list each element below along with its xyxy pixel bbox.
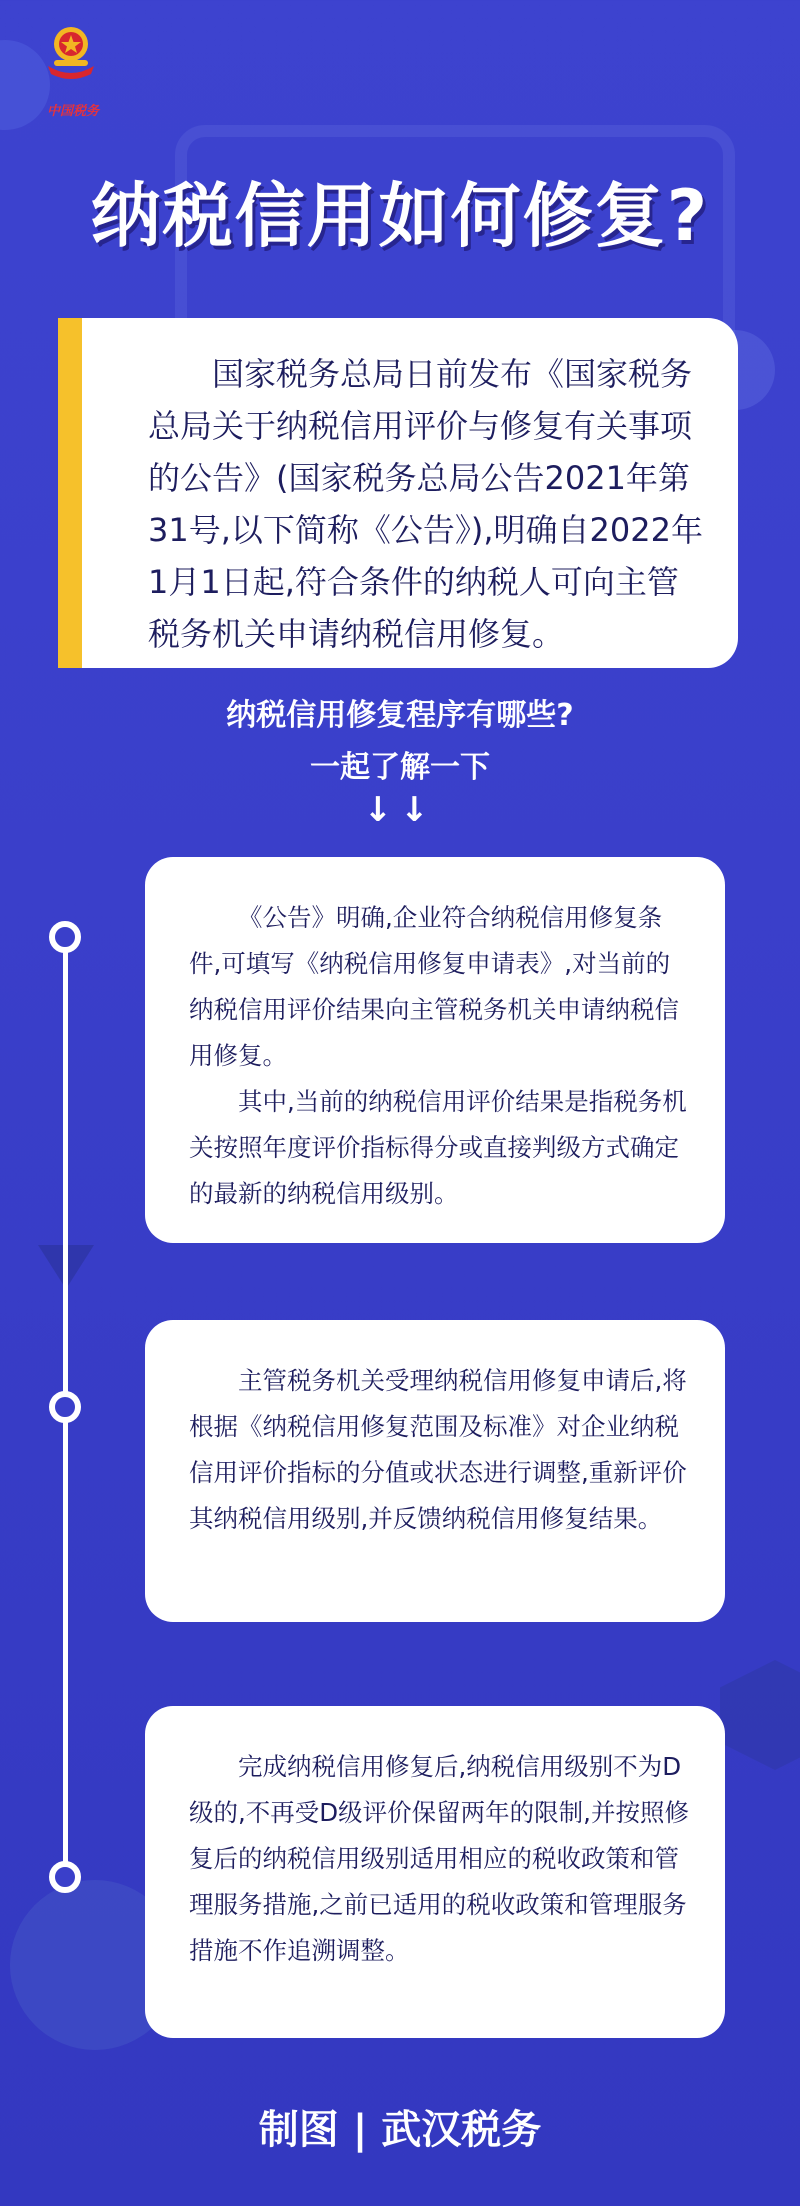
step-card-3	[145, 1706, 725, 2038]
footer-credit: 制图 | 武汉税务	[258, 2107, 542, 2153]
down-arrows-icon: ↓↓	[363, 790, 437, 830]
emblem-caption: 中国税务	[46, 104, 99, 119]
step-2-paragraph-1: 主管税务机关受理纳税信用修复申请后,将根据《纳税信用修复范围及标准》对企业纳税信用评价指标的分值或状态进行调整,重新评价其纳税信用级别,并反馈纳税信用修复结果。	[189, 1366, 687, 1533]
timeline-node	[49, 921, 81, 953]
step-card-2	[145, 1320, 725, 1622]
step-3-paragraph-1: 完成纳税信用修复后,纳税信用级别不为D级的,不再受D级评价保留两年的限制,并按照修复后的纳税信用级别适用相应的税收政策和管理服务措施,之前已适用的税收政策和管理服务措施不作追溯调整。	[189, 1752, 689, 1965]
section-question	[0, 690, 800, 794]
step-1-paragraph-1: 《公告》明确,企业符合纳税信用修复条件,可填写《纳税信用修复申请表》,对当前的纳税信用评价结果向主管税务机关申请纳税信用修复。	[189, 903, 679, 1070]
intro-text: 国家税务总局日前发布《国家税务总局关于纳税信用评价与修复有关事项的公告》(国家税务总局公告2021年第31号,以下简称《公告》),明确自2022年1月1日起,符合条件的纳税人可向主管税务机关申请纳税信用修复。	[148, 355, 703, 653]
step-card-1	[145, 857, 725, 1243]
tax-emblem-icon	[36, 22, 106, 82]
decor-hexagon	[720, 1660, 800, 1770]
timeline-node	[49, 1391, 81, 1423]
page-title: 纳税信用如何修复?	[90, 175, 710, 257]
question-line: 纳税信用修复程序有哪些?	[226, 698, 574, 733]
step-1-paragraph-2: 其中,当前的纳税信用评价结果是指税务机关按照年度评价指标得分或直接判级方式确定的最新的纳税信用级别。	[189, 1087, 687, 1208]
intro-card	[58, 318, 738, 668]
question-subline: 一起了解一下	[310, 750, 490, 785]
timeline-node	[49, 1861, 81, 1893]
